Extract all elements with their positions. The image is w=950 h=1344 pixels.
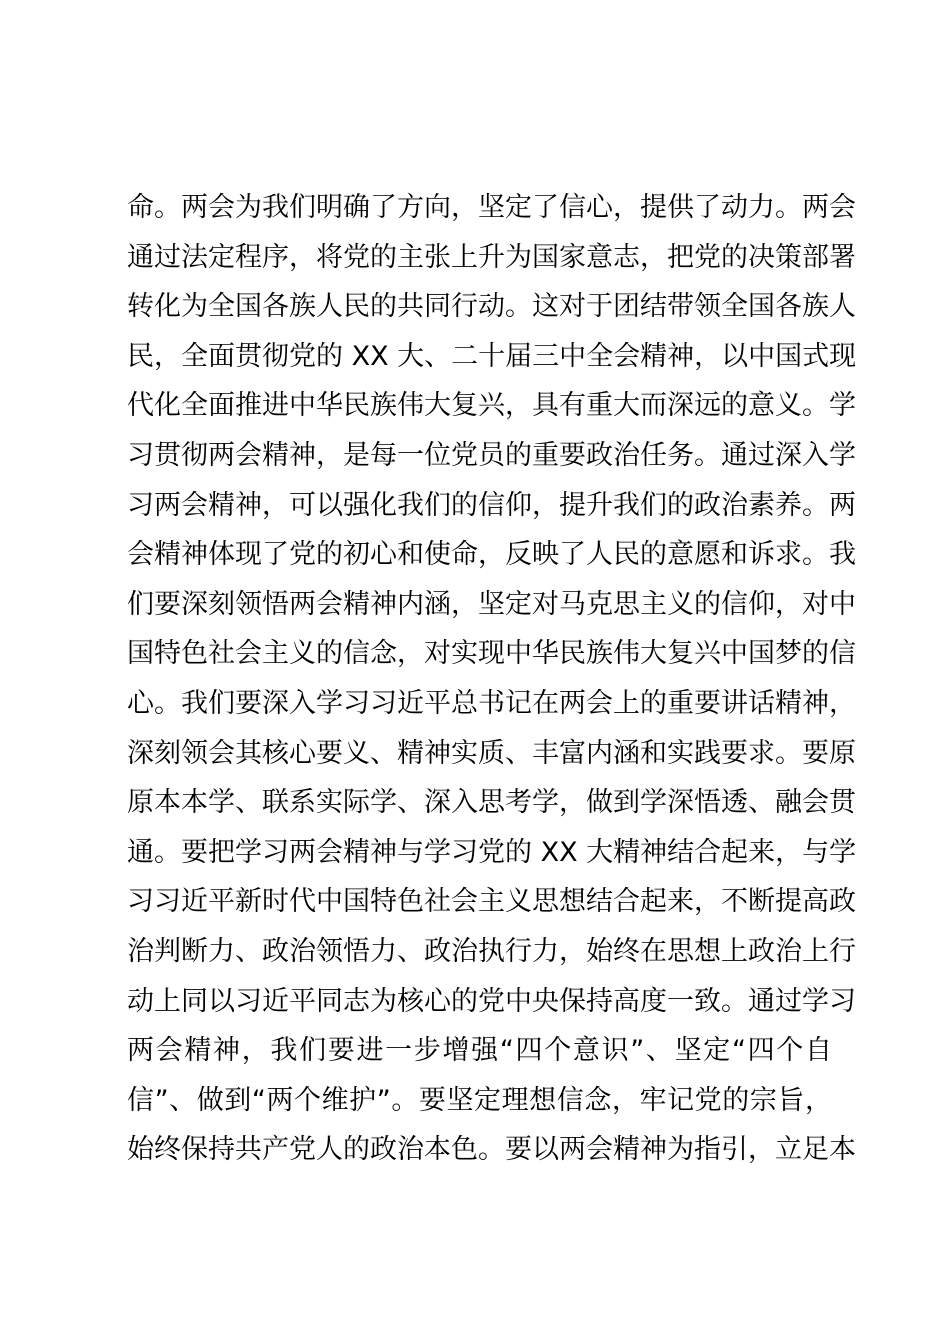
text-line: 们要深刻领悟两会精神内涵，坚定对马克思主义的信仰，对中	[127, 588, 856, 620]
text-line: 深刻领会其核心要义、精神实质、丰富内涵和实践要求。要原	[127, 737, 856, 769]
text-line: 习贯彻两会精神，是每一位党员的重要政治任务。通过深入学	[127, 439, 856, 471]
text-line: 两会精神，我们要进一步增强“四个意识”、坚定“四个自	[127, 1035, 832, 1067]
text-line: 始终保持共产党人的政治本色。要以两会精神为指引，立足本	[127, 1134, 856, 1166]
text-line: 心。我们要深入学习习近平总书记在两会上的重要讲话精神，	[127, 687, 856, 719]
text-line: 信”、做到“两个维护”。要坚定理想信念，牢记党的宗旨，	[127, 1084, 832, 1116]
text-line: 民，全面贯彻党的 XX 大、二十届三中全会精神，以中国式现	[127, 340, 857, 372]
text-line: 命。两会为我们明确了方向，坚定了信心，提供了动力。两会	[127, 192, 856, 223]
text-line: 会精神体现了党的初心和使命，反映了人民的意愿和诉求。我	[127, 539, 856, 571]
text-line: 治判断力、政治领悟力、政治执行力，始终在思想上政治上行	[127, 935, 856, 967]
text-line: 动上同以习近平同志为核心的党中央保持高度一致。通过学习	[127, 985, 856, 1017]
text-line: 代化全面推进中华民族伟大复兴，具有重大而深远的意义。学	[127, 390, 856, 422]
text-line: 原本本学、联系实际学、深入思考学，做到学深悟透、融会贯	[127, 787, 856, 819]
text-line: 转化为全国各族人民的共同行动。这对于团结带领全国各族人	[127, 291, 856, 323]
text-line: 习两会精神，可以强化我们的信仰，提升我们的政治素养。两	[127, 489, 856, 521]
text-line: 通过法定程序，将党的主张上升为国家意志，把党的决策部署	[127, 241, 856, 273]
text-line: 习习近平新时代中国特色社会主义思想结合起来，不断提高政	[127, 886, 856, 918]
text-line: 国特色社会主义的信念，对实现中华民族伟大复兴中国梦的信	[127, 638, 856, 670]
body-paragraph	[127, 183, 857, 1175]
text-line: 通。要把学习两会精神与学习党的 XX 大精神结合起来，与学	[127, 836, 857, 868]
